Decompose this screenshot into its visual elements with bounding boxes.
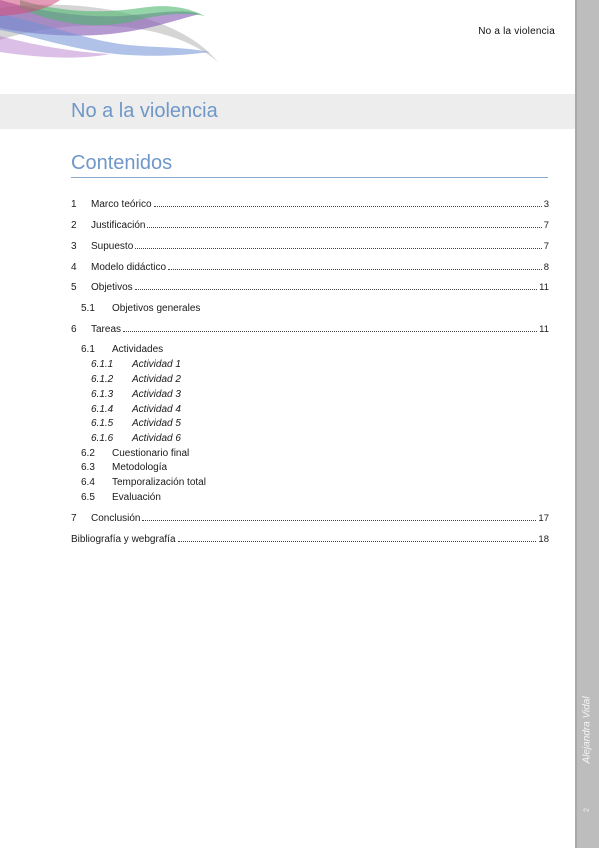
toc-entry-label: Actividad 1 [132, 359, 181, 370]
toc-entry-page: 7 [543, 220, 549, 231]
toc-entry-label: Justificación [91, 220, 146, 231]
toc-entry-label: Evaluación [112, 492, 161, 503]
toc-entry[interactable] [71, 217, 549, 231]
toc-entry-page: 11 [539, 282, 549, 293]
toc-entry-label: Actividad 5 [132, 418, 181, 429]
toc-entry-label: Metodología [112, 462, 168, 473]
toc-entry-number: 6.1.2 [91, 374, 114, 385]
toc-entry-number: 6.1.4 [91, 404, 114, 415]
decorative-swirl-icon [0, 0, 230, 75]
toc-entry-label: Actividad 4 [132, 404, 181, 415]
toc-entry[interactable] [71, 415, 549, 429]
toc-entry-number: 6.1.1 [91, 359, 114, 370]
toc-entry[interactable] [71, 459, 549, 473]
toc-entry[interactable] [71, 356, 549, 370]
toc-entry-number: 6.5 [81, 492, 95, 503]
toc-entry[interactable] [71, 300, 549, 314]
toc-entry[interactable] [71, 279, 549, 293]
toc-leader-dots [154, 206, 542, 207]
page-number: 2 [583, 808, 591, 812]
toc-entry-page: 7 [543, 241, 549, 252]
toc-entry-label: Actividad 6 [132, 433, 181, 444]
toc-entry[interactable] [71, 259, 549, 273]
toc-entry[interactable] [71, 445, 549, 459]
toc-entry-page: 8 [543, 262, 549, 273]
toc-entry-number: 6.1 [81, 344, 95, 355]
toc-entry-number: 4 [71, 262, 77, 273]
toc-entry[interactable] [71, 510, 549, 524]
toc-entry-page: 18 [538, 534, 549, 545]
toc-leader-dots [135, 289, 537, 290]
toc-entry-label: Actividades [112, 344, 164, 355]
toc-leader-dots [178, 541, 537, 542]
toc-leader-dots [135, 248, 541, 249]
toc-entry-number: 6 [71, 324, 77, 335]
toc-entry[interactable] [71, 401, 549, 415]
toc-entry-number: 5 [71, 282, 77, 293]
toc-entry-number: 7 [71, 513, 77, 524]
side-author: Alejandra Vidal [581, 696, 593, 764]
toc-entry-label: Temporalización total [112, 477, 206, 488]
running-header: No a la violencia [478, 26, 555, 37]
toc-entry-number: 5.1 [81, 303, 95, 314]
toc-entry[interactable] [71, 386, 549, 400]
toc-entry-label: Conclusión [91, 513, 141, 524]
toc-entry[interactable] [71, 531, 549, 545]
toc-entry-label: Tareas [91, 324, 122, 335]
toc-leader-dots [168, 269, 542, 270]
toc-leader-dots [123, 331, 537, 332]
toc-entry-label: Bibliografía y webgrafía [71, 534, 176, 545]
contents-heading: Contenidos [71, 152, 173, 174]
toc-entry-number: 2 [71, 220, 77, 231]
toc-entry-page: 11 [539, 324, 549, 335]
toc-entry[interactable] [71, 489, 549, 503]
toc-entry[interactable] [71, 474, 549, 488]
toc-entry[interactable] [71, 321, 549, 335]
toc-entry-label: Objetivos [91, 282, 133, 293]
toc-entry[interactable] [71, 371, 549, 385]
toc-entry-number: 6.4 [81, 477, 95, 488]
toc-entry-label: Actividad 2 [132, 374, 181, 385]
toc-entry-label: Modelo didáctico [91, 262, 167, 273]
toc-entry-number: 6.2 [81, 448, 95, 459]
toc-entry[interactable] [71, 238, 549, 252]
toc-entry-label: Marco teórico [91, 199, 152, 210]
toc-entry-number: 6.1.3 [91, 389, 114, 400]
toc-entry-number: 1 [71, 199, 77, 210]
toc-entry-page: 3 [543, 199, 549, 210]
toc-entry-label: Cuestionario final [112, 448, 190, 459]
toc-entry-page: 17 [538, 513, 549, 524]
document-title: No a la violencia [71, 100, 218, 122]
contents-divider [71, 177, 548, 178]
toc-entry-label: Supuesto [91, 241, 134, 252]
toc-leader-dots [142, 520, 536, 521]
toc-entry-number: 6.1.6 [91, 433, 114, 444]
toc-entry-number: 3 [71, 241, 77, 252]
toc-entry-label: Objetivos generales [112, 303, 201, 314]
toc-entry[interactable] [71, 430, 549, 444]
toc-entry-number: 6.1.5 [91, 418, 114, 429]
toc-entry[interactable] [71, 196, 549, 210]
toc-leader-dots [147, 227, 541, 228]
toc-entry[interactable] [71, 341, 549, 355]
toc-entry-number: 6.3 [81, 462, 95, 473]
toc-entry-label: Actividad 3 [132, 389, 181, 400]
